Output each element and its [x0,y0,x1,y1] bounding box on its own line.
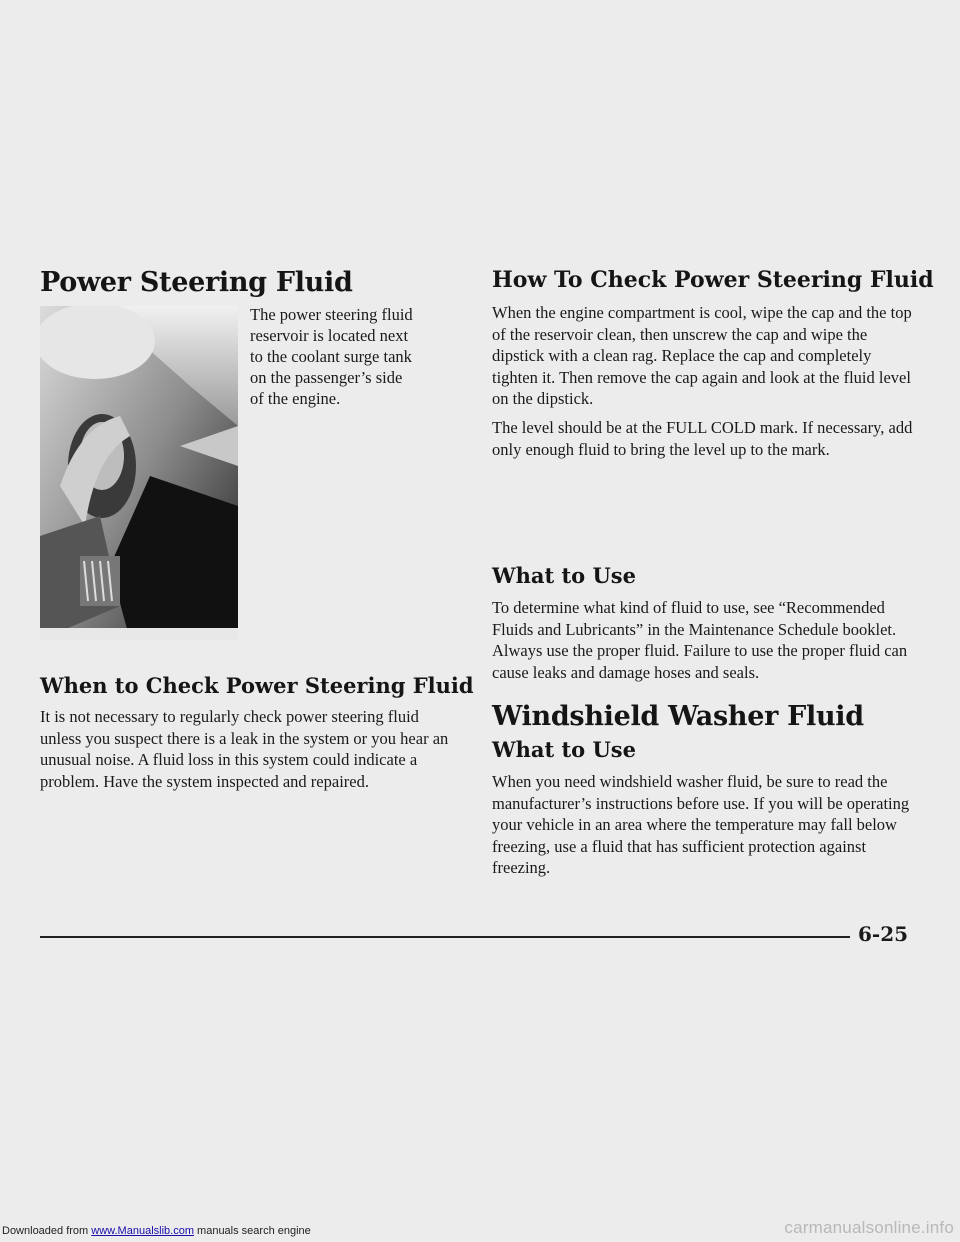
manualslib-link[interactable]: www.Manualslib.com [91,1225,194,1237]
download-banner [2,1225,311,1237]
download-banner-suffix: manuals search engine [193,1225,311,1237]
heading-how-to-check: How To Check Power Steering Fluid [492,267,934,293]
section-heading-power-steering-fluid: Power Steering Fluid [40,267,353,298]
intro-line-3: to the coolant surge tank [250,347,412,366]
intro-line-5: of the engine. [250,389,341,408]
how-to-check-para-1: When the engine compartment is cool, wipe the cap and the top of the reservoir clean, then unscrew the cap and wipe the dipstick with a clean rag. Replace the cap and completely tighten it. Then remove the cap again and look at the fluid level on the dipstick. [492,303,912,408]
download-banner-prefix: Downloaded from [2,1225,92,1237]
heading-when-to-check: When to Check Power Steering Fluid [40,673,474,698]
watermark-text: carmanualsonline.info [784,1218,954,1237]
intro-line-1: The power steering fluid [250,305,413,324]
engine-reservoir-photo [40,306,238,640]
footer-rule [40,936,850,938]
section-heading-windshield-washer-fluid: Windshield Washer Fluid [492,701,864,732]
what-to-use-1-body: To determine what kind of fluid to use, see “Recommended Fluids and Lubricants” in the Maintenance Schedule booklet. Always use the proper fluid. Failure to use the proper fluid can cause leaks and damage hoses and seals. [492,598,908,682]
how-to-check-para-2: The level should be at the FULL COLD mark. If necessary, add only enough fluid to bring the level up to the mark. [492,418,913,459]
what-to-use-2-body: When you need windshield washer fluid, be sure to read the manufacturer’s instructions before use. If you will be operating your vehicle in an area where the temperature may fall below freezing, use a fluid that has sufficient protection against freezing. [492,772,910,877]
when-to-check-body: It is not necessary to regularly check power steering fluid unless you suspect there is a leak in the system or you hear an unusual noise. A fluid loss in this system could indicate a problem. Have the system inspected and repaired. [40,707,449,791]
intro-line-2: reservoir is located next [250,326,409,345]
intro-line-4: on the passenger’s side [250,368,403,387]
heading-what-to-use-2: What to Use [492,737,636,762]
page-number: 6-25 [858,922,909,946]
heading-what-to-use-1: What to Use [492,563,636,588]
